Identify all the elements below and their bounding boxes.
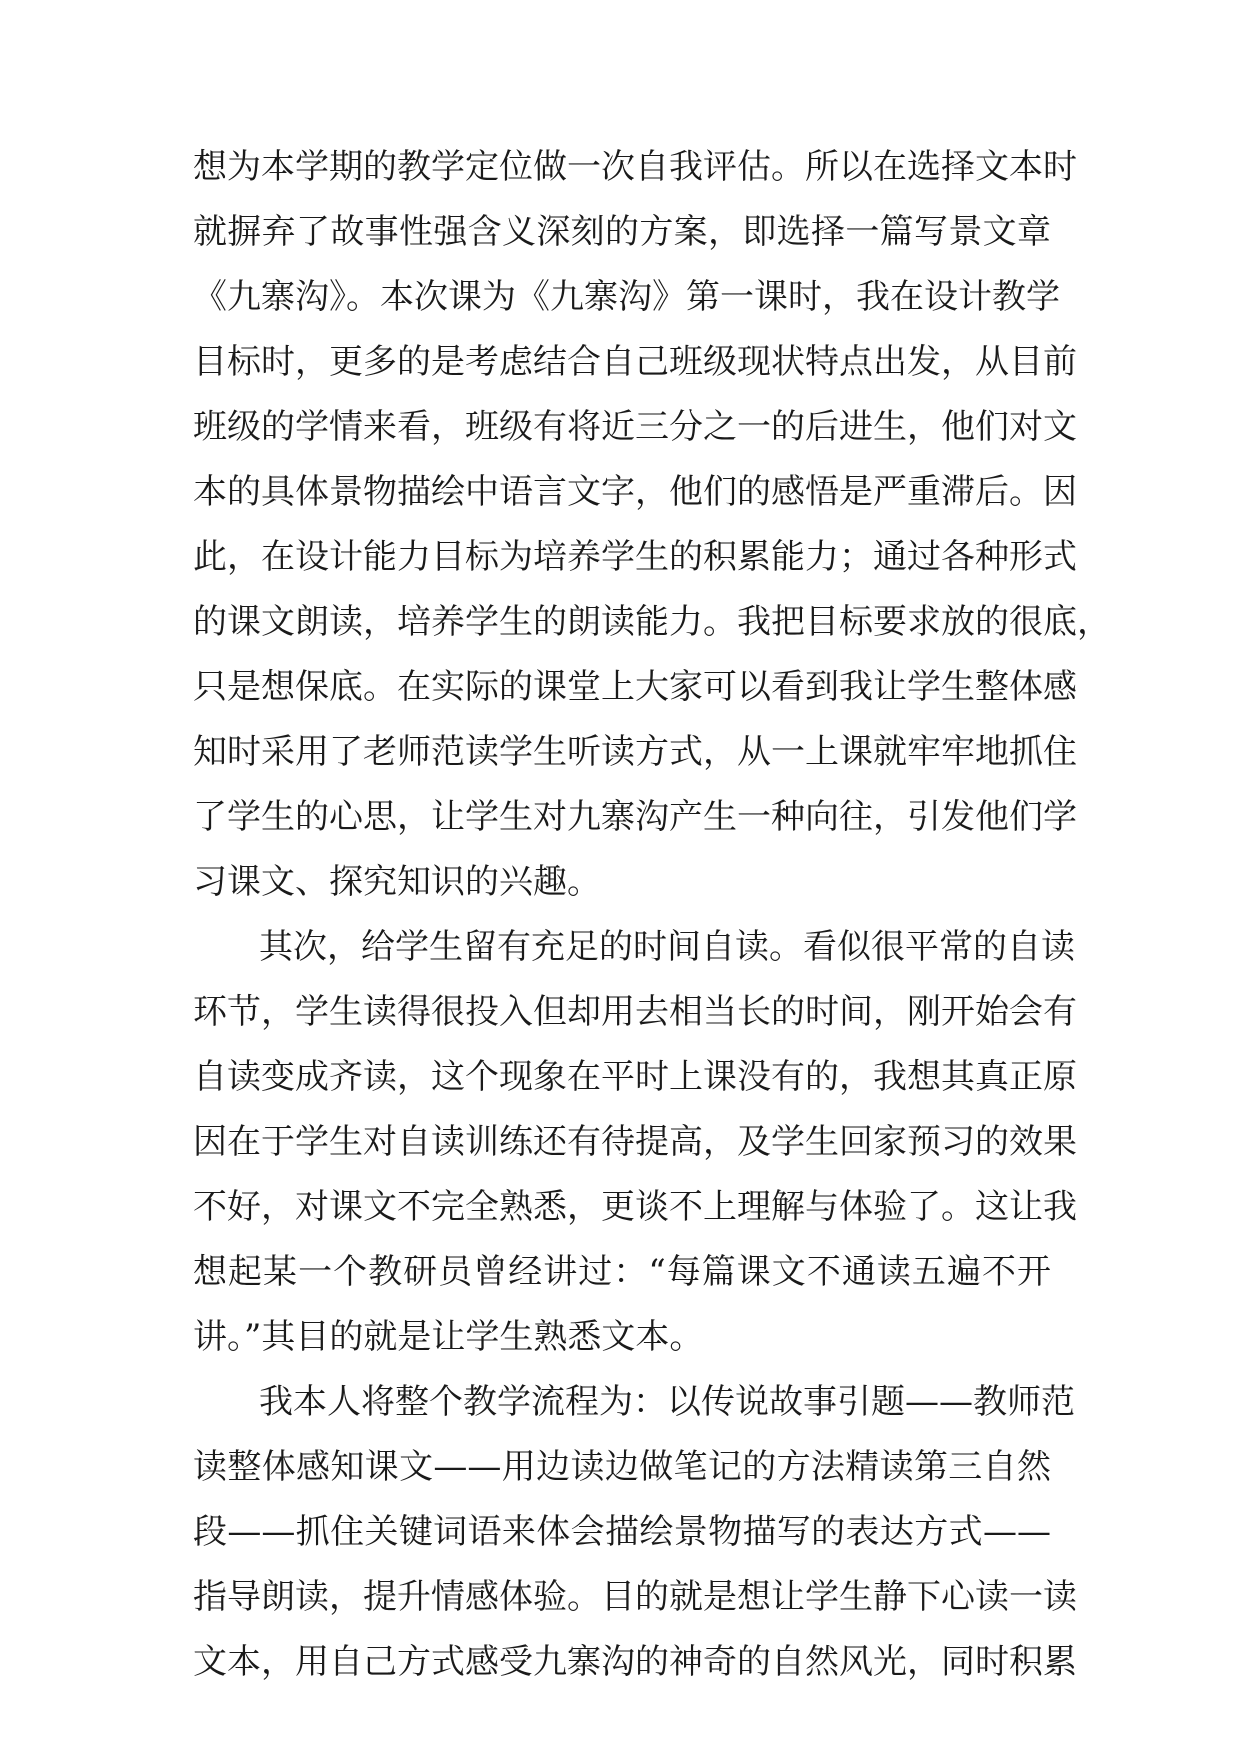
text-line: 习课文、探究知识的兴趣。 xyxy=(193,862,601,902)
text-line: 想起某一个教研员曾经讲过：“每篇课文不通读五遍不开 xyxy=(193,1252,1051,1292)
text-line: 想为本学期的教学定位做一次自我评估。所以在选择文本时 xyxy=(193,147,1077,187)
text-line: 知时采用了老师范读学生听读方式，从一上课就牢牢地抓住 xyxy=(193,732,1077,772)
text-line: 环节，学生读得很投入但却用去相当长的时间，刚开始会有 xyxy=(193,992,1077,1032)
text-line: 读整体感知课文——用边读边做笔记的方法精读第三自然 xyxy=(193,1447,1051,1487)
text-line: 本的具体景物描绘中语言文字，他们的感悟是严重滞后。因 xyxy=(193,472,1077,512)
text-line: 就摒弃了故事性强含义深刻的方案，即选择一篇写景文章 xyxy=(193,212,1051,252)
text-line: 此，在设计能力目标为培养学生的积累能力；通过各种形式 xyxy=(193,537,1077,577)
text-line: 文本，用自己方式感受九寨沟的神奇的自然风光，同时积累 xyxy=(193,1642,1077,1682)
text-line: 自读变成齐读，这个现象在平时上课没有的，我想其真正原 xyxy=(193,1057,1077,1097)
text-line: 段——抓住关键词语来体会描绘景物描写的表达方式—— xyxy=(193,1512,1051,1552)
text-line: 《九寨沟》。本次课为《九寨沟》第一课时，我在设计教学 xyxy=(193,277,1060,317)
text-line: 讲。”其目的就是让学生熟悉文本。 xyxy=(193,1317,704,1357)
text-line: 目标时，更多的是考虑结合自己班级现状特点出发，从目前 xyxy=(193,342,1077,382)
text-line: 我本人将整个教学流程为：以传说故事引题——教师范 xyxy=(259,1382,1075,1422)
text-line: 因在于学生对自读训练还有待提高，及学生回家预习的效果 xyxy=(193,1122,1077,1162)
text-line: 只是想保底。在实际的课堂上大家可以看到我让学生整体感 xyxy=(193,667,1077,707)
text-line: 了学生的心思，让学生对九寨沟产生一种向往，引发他们学 xyxy=(193,797,1077,837)
text-line: 的课文朗读，培养学生的朗读能力。我把目标要求放的很底， xyxy=(193,602,1111,642)
text-line: 指导朗读，提升情感体验。目的就是想让学生静下心读一读 xyxy=(193,1577,1077,1617)
text-line: 班级的学情来看，班级有将近三分之一的后进生，他们对文 xyxy=(193,407,1077,447)
text-line: 不好，对课文不完全熟悉，更谈不上理解与体验了。这让我 xyxy=(193,1187,1077,1227)
text-line: 其次，给学生留有充足的时间自读。看似很平常的自读 xyxy=(259,927,1075,967)
